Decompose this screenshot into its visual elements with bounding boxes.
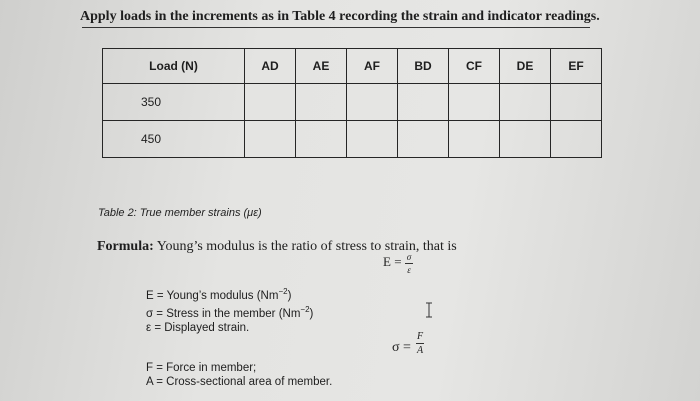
- header-cell-bd: BD: [398, 49, 449, 84]
- definition-a: A = Cross-sectional area of member.: [146, 376, 333, 388]
- formula-text: Young’s modulus is the ratio of stress to strain, that is: [156, 239, 457, 254]
- strain-cell-de[interactable]: [500, 84, 551, 121]
- definition-f: F = Force in member;: [146, 362, 257, 374]
- definition-epsilon: ε = Displayed strain.: [146, 321, 250, 334]
- strain-cell-af[interactable]: [347, 121, 398, 158]
- force-area-definitions: [146, 361, 332, 389]
- equation-lhs: σ =: [392, 340, 411, 355]
- instruction-heading: Apply loads in the increments as in Table 4 recording the strain and indicator readings.: [80, 9, 600, 24]
- formula-label: Formula:: [97, 239, 154, 254]
- youngs-modulus-equation: [383, 254, 402, 270]
- table-row: [103, 84, 602, 121]
- strain-cell-ad[interactable]: [245, 121, 296, 158]
- fraction-bar: [405, 263, 413, 264]
- fraction-numerator: σ: [406, 252, 412, 262]
- fraction-denominator: ε: [407, 265, 411, 275]
- strain-table: [102, 48, 602, 158]
- heading-underline: [82, 27, 590, 28]
- strain-cell-de[interactable]: [500, 121, 551, 158]
- unit-exponent: −2: [300, 304, 310, 314]
- table-header-row: [103, 49, 602, 84]
- header-cell-de: DE: [500, 49, 551, 84]
- definition-sigma: σ = Stress in the member $(Nm^{-2})$: [146, 304, 314, 320]
- force-over-area-fraction: [416, 331, 424, 356]
- fraction-denominator: A: [416, 345, 424, 356]
- strain-cell-cf[interactable]: [449, 121, 500, 158]
- text-cursor-icon: [425, 302, 433, 318]
- definitions-block: [146, 285, 313, 335]
- strain-cell-bd[interactable]: [398, 121, 449, 158]
- header-cell-load: Load (N): [103, 49, 245, 84]
- strain-cell-ae[interactable]: [296, 84, 347, 121]
- unit-exponent: −2: [278, 287, 288, 296]
- strain-cell-bd[interactable]: [398, 84, 449, 121]
- header-cell-ef: EF: [551, 49, 602, 84]
- table-row: [103, 121, 602, 158]
- strain-cell-af[interactable]: [347, 84, 398, 121]
- stress-over-strain-fraction: [405, 252, 413, 275]
- strain-cell-ef[interactable]: [551, 84, 602, 121]
- header-cell-ae: AE: [296, 49, 347, 84]
- formula-line: [97, 239, 457, 255]
- header-cell-ad: AD: [245, 49, 296, 84]
- header-cell-af: AF: [347, 49, 398, 84]
- equation-lhs: E =: [383, 254, 402, 269]
- stress-equation: [392, 340, 411, 356]
- fraction-numerator: F: [416, 331, 424, 342]
- load-cell: 450: [103, 121, 245, 158]
- header-cell-cf: CF: [449, 49, 500, 84]
- strain-cell-ef[interactable]: [551, 121, 602, 158]
- fraction-bar: [416, 343, 424, 344]
- definition-sigma-text: σ = Stress in the member (Nm: [146, 307, 301, 320]
- strain-cell-cf[interactable]: [449, 84, 500, 121]
- definition-e-text: E = Young’s modulus (Nm: [146, 289, 279, 302]
- load-cell: 350: [103, 84, 245, 121]
- definition-e: E = Young’s modulus $(Nm^{-2})$: [146, 287, 292, 302]
- table-caption: Table 2: True member strains (με): [98, 207, 262, 219]
- strain-cell-ae[interactable]: [296, 121, 347, 158]
- strain-cell-ad[interactable]: [245, 84, 296, 121]
